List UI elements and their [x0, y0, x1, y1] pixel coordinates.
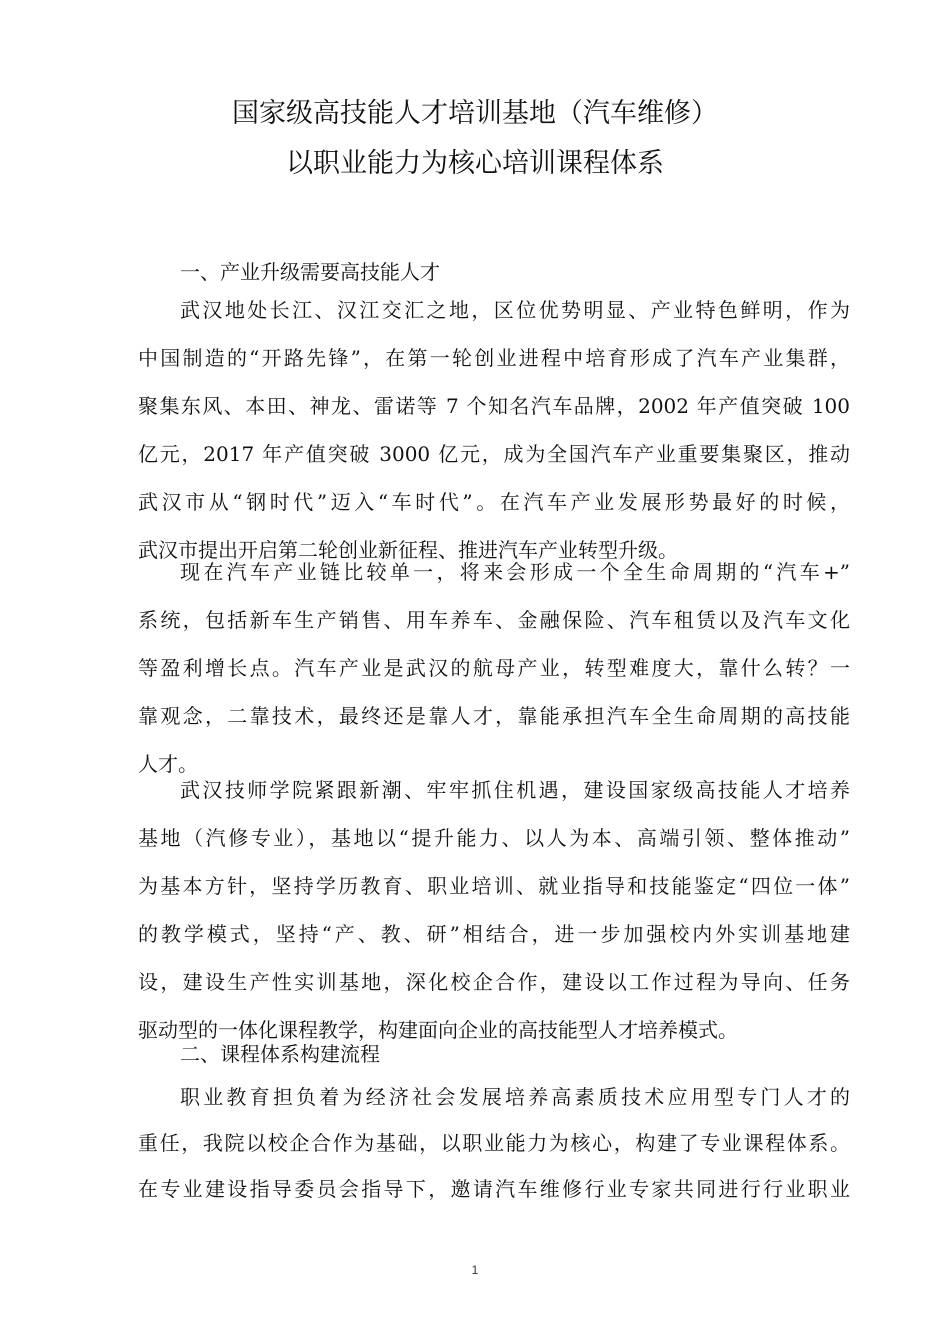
paragraph [138, 548, 850, 788]
paragraph-line: 靠观念，二靠技术，最终还是靠人才，靠能承担汽车全生命周期的高技能 [138, 704, 850, 728]
paragraph-line: 人才。 [138, 752, 198, 776]
paragraph-line: 亿元，2017 年产值突破 3000 亿元，成为全国汽车产业重要集聚区，推动 [138, 442, 850, 466]
paragraph-line: 重任，我院以校企合作为基础，以职业能力为核心，构建了专业课程体系。 [138, 1131, 850, 1155]
paragraph-line: 武汉市从“钢时代”迈入“车时代”。在汽车产业发展形势最好的时候， [138, 490, 850, 514]
paragraph-line: 中国制造的“开路先锋”，在第一轮创业进程中培育形成了汽车产业集群， [138, 346, 850, 370]
paragraph-line: 为基本方针，坚持学历教育、职业培训、就业指导和技能鉴定“四位一体” [138, 874, 850, 898]
paragraph-line: 系统，包括新车生产销售、用车养车、金融保险、汽车租赁以及汽车文化 [138, 608, 850, 632]
paragraph-line: 的教学模式，坚持“产、教、研”相结合，进一步加强校内外实训基地建 [138, 922, 850, 946]
paragraph-line: 职业教育担负着为经济社会发展培养高素质技术应用型专门人才的 [180, 1085, 850, 1109]
document-title-line-1: 国家级高技能人才培训基地（汽车维修） [232, 98, 718, 129]
paragraph-line: 在专业建设指导委员会指导下，邀请汽车维修行业专家共同进行行业职业 [138, 1177, 850, 1201]
paragraph [138, 766, 850, 1054]
paragraph-line: 武汉技师学院紧跟新潮、牢牢抓住机遇，建设国家级高技能人才培养 [180, 778, 850, 802]
document-title-line-2: 以职业能力为核心培训课程体系 [286, 148, 664, 179]
paragraph-line: 现在汽车产业链比较单一，将来会形成一个全生命周期的“汽车+” [180, 560, 850, 584]
section-heading-2: 二、课程体系构建流程 [180, 1042, 380, 1066]
paragraph-line: 驱动型的一体化课程教学，构建面向企业的高技能型人才培养模式。 [138, 1018, 738, 1042]
section-heading-1: 一、产业升级需要高技能人才 [180, 260, 440, 284]
paragraph [138, 286, 850, 574]
paragraph-line: 聚集东风、本田、神龙、雷诺等 7 个知名汽车品牌，2002 年产值突破 100 [138, 394, 850, 418]
paragraph-line: 武汉地处长江、汉江交汇之地，区位优势明显、产业特色鲜明，作为 [180, 298, 850, 322]
paragraph-line: 等盈利增长点。汽车产业是武汉的航母产业，转型难度大，靠什么转？一 [138, 656, 850, 680]
paragraph-line: 设，建设生产性实训基地，深化校企合作，建设以工作过程为导向、任务 [138, 970, 850, 994]
page-number: 1 [471, 1263, 479, 1277]
paragraph [138, 1074, 850, 1212]
paragraph-line: 武汉市提出开启第二轮创业新征程、推进汽车产业转型升级。 [138, 538, 678, 562]
paragraph-line: 基地（汽修专业），基地以“提升能力、以人为本、高端引领、整体推动” [138, 826, 850, 850]
